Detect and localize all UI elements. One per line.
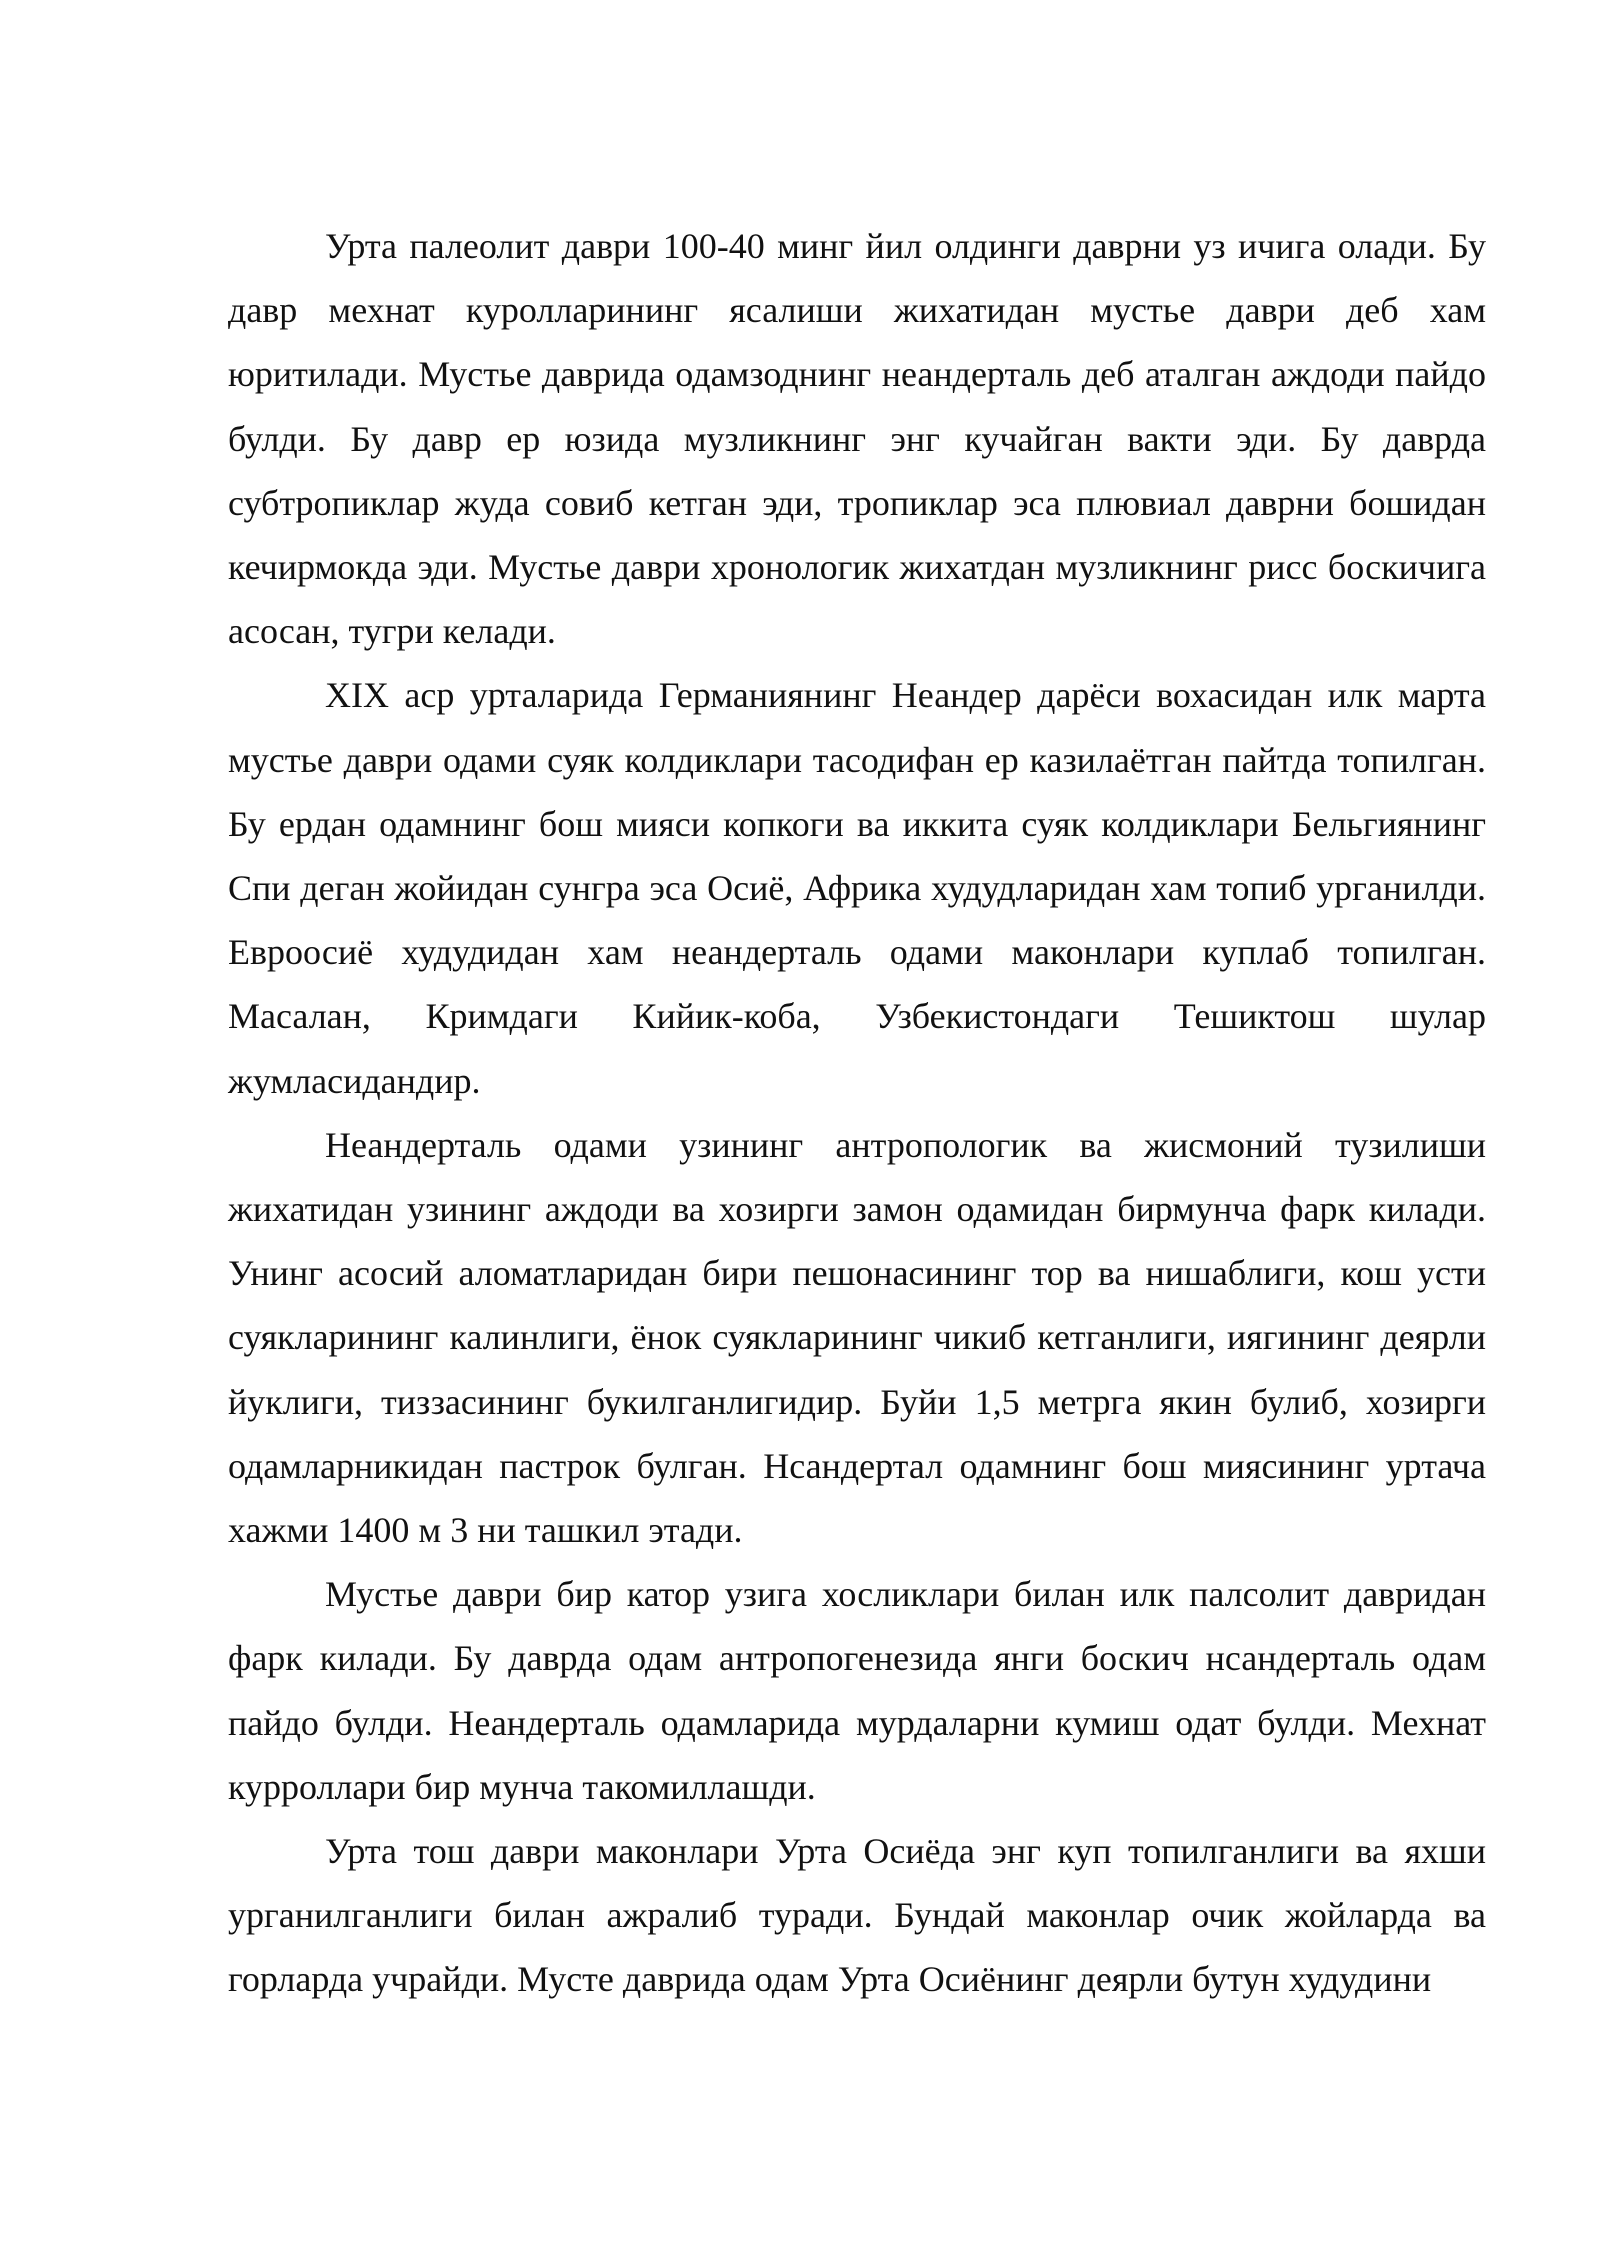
document-body bbox=[228, 214, 1486, 2012]
paragraph-mousterian-features: Мустье даври бир катор узига хосликлари билан илк палсолит давридан фарк килади. Бу даврда одам антропогенезида янги боскич нсандерталь одам пайдо булди. Неандерталь одамларида мурдаларни кумиш одат булди. Мехнат курроллари бир мунча такомиллашди. bbox=[228, 1574, 1486, 1807]
paragraph-central-asia-sites: Урта тош даври маконлари Урта Осиёда энг куп топилганлиги ва яхши урганилганлиги билан ажралиб туради. Бундай маконлар очик жойларда ва горларда учрайди. Мусте даврида одам Урта Осиёнинг деярли бутун худудини bbox=[228, 1831, 1486, 2000]
paragraph-neanderthal-anatomy: Неандерталь одами узининг антропологик ва жисмоний тузилиши жихатидан узининг аждоди ва хозирги замон одамидан бирмунча фарк килади. Унинг асосий аломатларидан бири пешонасининг тор ва нишаблиги, кош усти суякларининг калинлиги, ёнок суякларининг чикиб кетганлиги, иягининг деярли йуклиги, тиззасининг букилганлигидир. Буйи 1,5 метрга якин булиб, хозирги одамларникидан пастрок булган. Нсандертал одамнинг бош миясининг уртача хажми 1400 м 3 ни ташкил этади. bbox=[228, 1124, 1486, 1551]
paragraph-neander-discovery: XIX аср урталарида Германиянинг Неандер дарёси вохасидан илк марта мустье даври одами суяк колдиклари тасодифан ер казилаётган пайтда топилган. Бу ердан одамнинг бош мияси копкоги ва иккита суяк колдиклари Бельгиянинг Спи деган жойидан сунгра эса Осиё, Африка худудларидан хам топиб урганилди. Евроосиё худудидан хам неандерталь одами маконлари куплаб топилган. Масалан, Кримдаги Кийик-коба, Узбекистондаги Тешиктош шулар жумласидандир. bbox=[228, 675, 1486, 1101]
paragraph-middle-paleolithic: Урта палеолит даври 100-40 минг йил олдинги даврни уз ичига олади. Бу давр мехнат куролларининг ясалиши жихатидан мустье даври деб хам юритилади. Мустье даврида одамзоднинг неандерталь деб аталган аждоди пайдо булди. Бу давр ер юзида музликнинг энг кучайган вакти эди. Бу даврда субтропиклар жуда совиб кетган эди, тропиклар эса плювиал даврни бошидан кечирмокда эди. Мустье даври хронологик жихатдан музликнинг рисс боскичига асосан, тугри келади. bbox=[228, 226, 1486, 652]
